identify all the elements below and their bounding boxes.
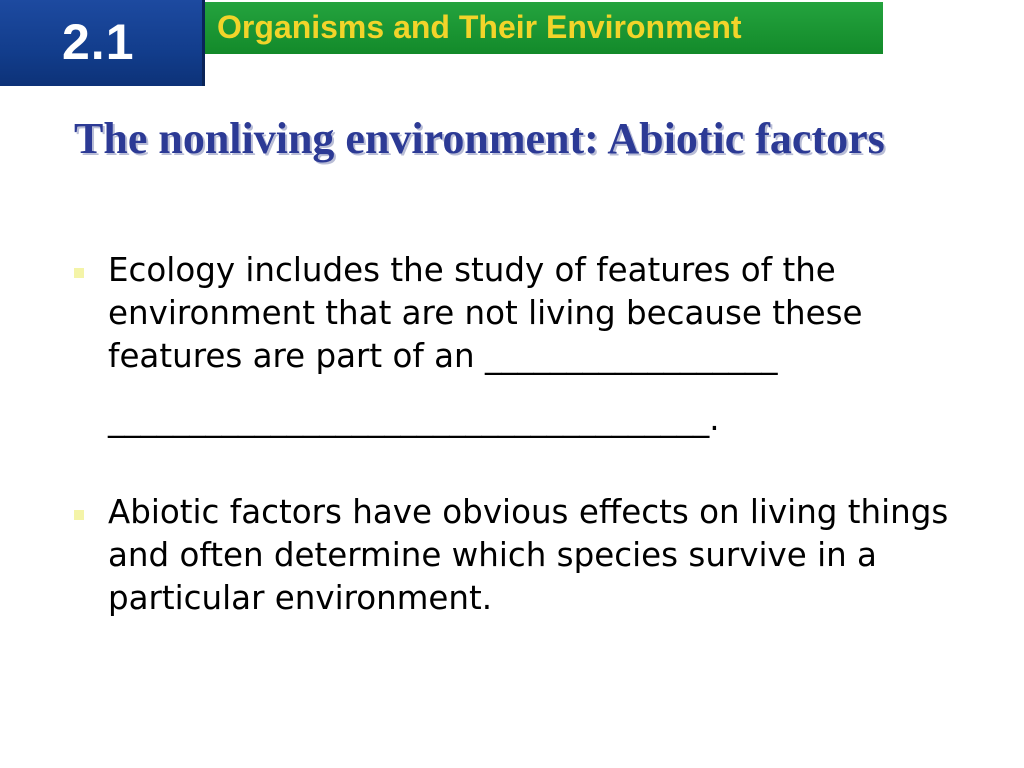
bullet-text-abiotic-factors: Abiotic factors have obvious effects on living things and often determine which species survive in a particular environment. (108, 493, 949, 617)
bullet-list (72, 249, 952, 620)
square-bullet-icon (74, 510, 84, 520)
section-number: 2.1 (62, 14, 135, 70)
bullet-item-ecology (72, 249, 952, 441)
chapter-title: Organisms and Their Environment (217, 9, 742, 45)
section-number-badge (0, 0, 205, 86)
slide-heading: The nonliving environment: Abiotic factors (74, 114, 885, 163)
fill-in-blank-line: _____________________________________. (108, 400, 720, 438)
bullet-text-ecology: Ecology includes the study of features of the environment that are not living because these features are part of an __________________ (108, 251, 863, 375)
bullet-item-abiotic-factors (72, 491, 952, 620)
chapter-title-banner (205, 2, 883, 54)
square-bullet-icon (74, 268, 84, 278)
